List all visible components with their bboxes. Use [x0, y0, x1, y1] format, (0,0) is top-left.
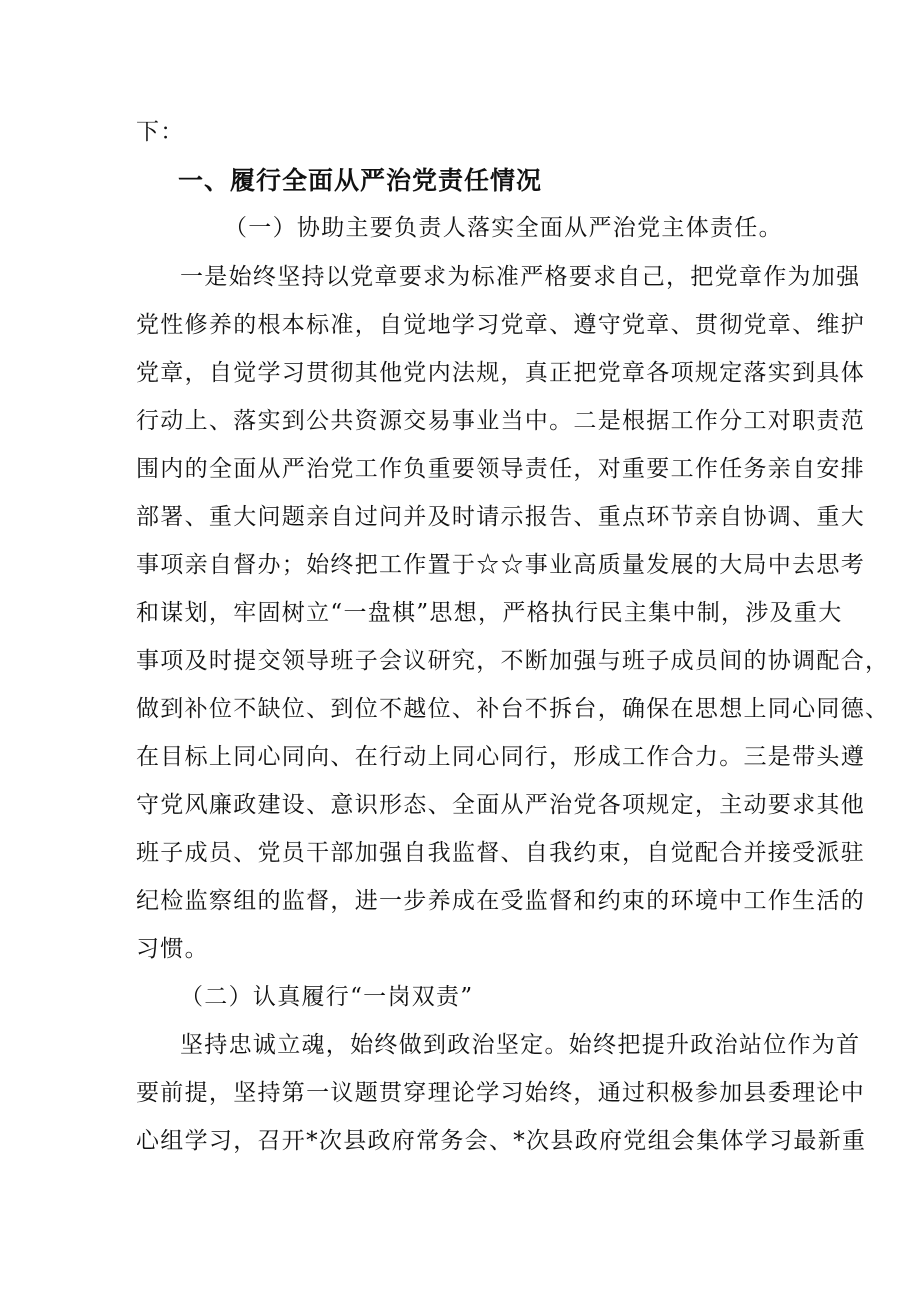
text-line: 下： [136, 119, 185, 145]
paragraph-line: 班子成员、党员干部加强自我监督、自我约束，自觉配合并接受派驻 [136, 840, 865, 866]
paragraph-line: 要前提，坚持第一议题贯穿理论学习始终，通过积极参加县委理论中 [136, 1080, 865, 1106]
paragraph-line: 事项及时提交领导班子会议研究，不断加强与班子成员间的协调配合， [136, 648, 890, 674]
subsection-heading: （一）协助主要负责人落实全面从严治党主体责任。 [224, 215, 783, 241]
paragraph-line: 和谋划，牢固树立“一盘棋”思想，严格执行民主集中制，涉及重大 [136, 600, 843, 626]
paragraph-line: 习惯。 [136, 936, 209, 962]
paragraph-line: 在目标上同心同向、在行动上同心同行，形成工作合力。三是带头遵 [136, 744, 865, 770]
paragraph-line: 守党风廉政建设、意识形态、全面从严治党各项规定，主动要求其他 [136, 792, 865, 818]
paragraph-line: 党章，自觉学习贯彻其他党内法规，真正把党章各项规定落实到具体 [136, 360, 865, 386]
subsection-heading: （二）认真履行“一岗双责” [180, 984, 474, 1010]
paragraph-line: 围内的全面从严治党工作负重要领导责任，对重要工作任务亲自安排 [136, 456, 865, 482]
paragraph-line: 一是始终坚持以党章要求为标准严格要求自己，把党章作为加强 [180, 264, 861, 290]
paragraph-line: 纪检监察组的监督，进一步养成在受监督和约束的环境中工作生活的 [136, 888, 865, 914]
paragraph-line: 部署、重大问题亲自过问并及时请示报告、重点环节亲自协调、重大 [136, 504, 865, 530]
section-heading: 一、履行全面从严治党责任情况 [178, 166, 543, 195]
paragraph-line: 党性修养的根本标准，自觉地学习党章、遵守党章、贯彻党章、维护 [136, 312, 865, 338]
paragraph-line: 坚持忠诚立魂，始终做到政治坚定。始终把提升政治站位作为首 [180, 1032, 861, 1058]
paragraph-line: 心组学习，召开*次县政府常务会、*次县政府党组会集体学习最新重 [136, 1128, 867, 1154]
paragraph-line: 事项亲自督办；始终把工作置于☆☆事业高质量发展的大局中去思考 [136, 552, 865, 578]
paragraph-line: 行动上、落实到公共资源交易事业当中。二是根据工作分工对职责范 [136, 408, 865, 434]
paragraph-line: 做到补位不缺位、到位不越位、补台不拆台，确保在思想上同心同德、 [136, 696, 890, 722]
